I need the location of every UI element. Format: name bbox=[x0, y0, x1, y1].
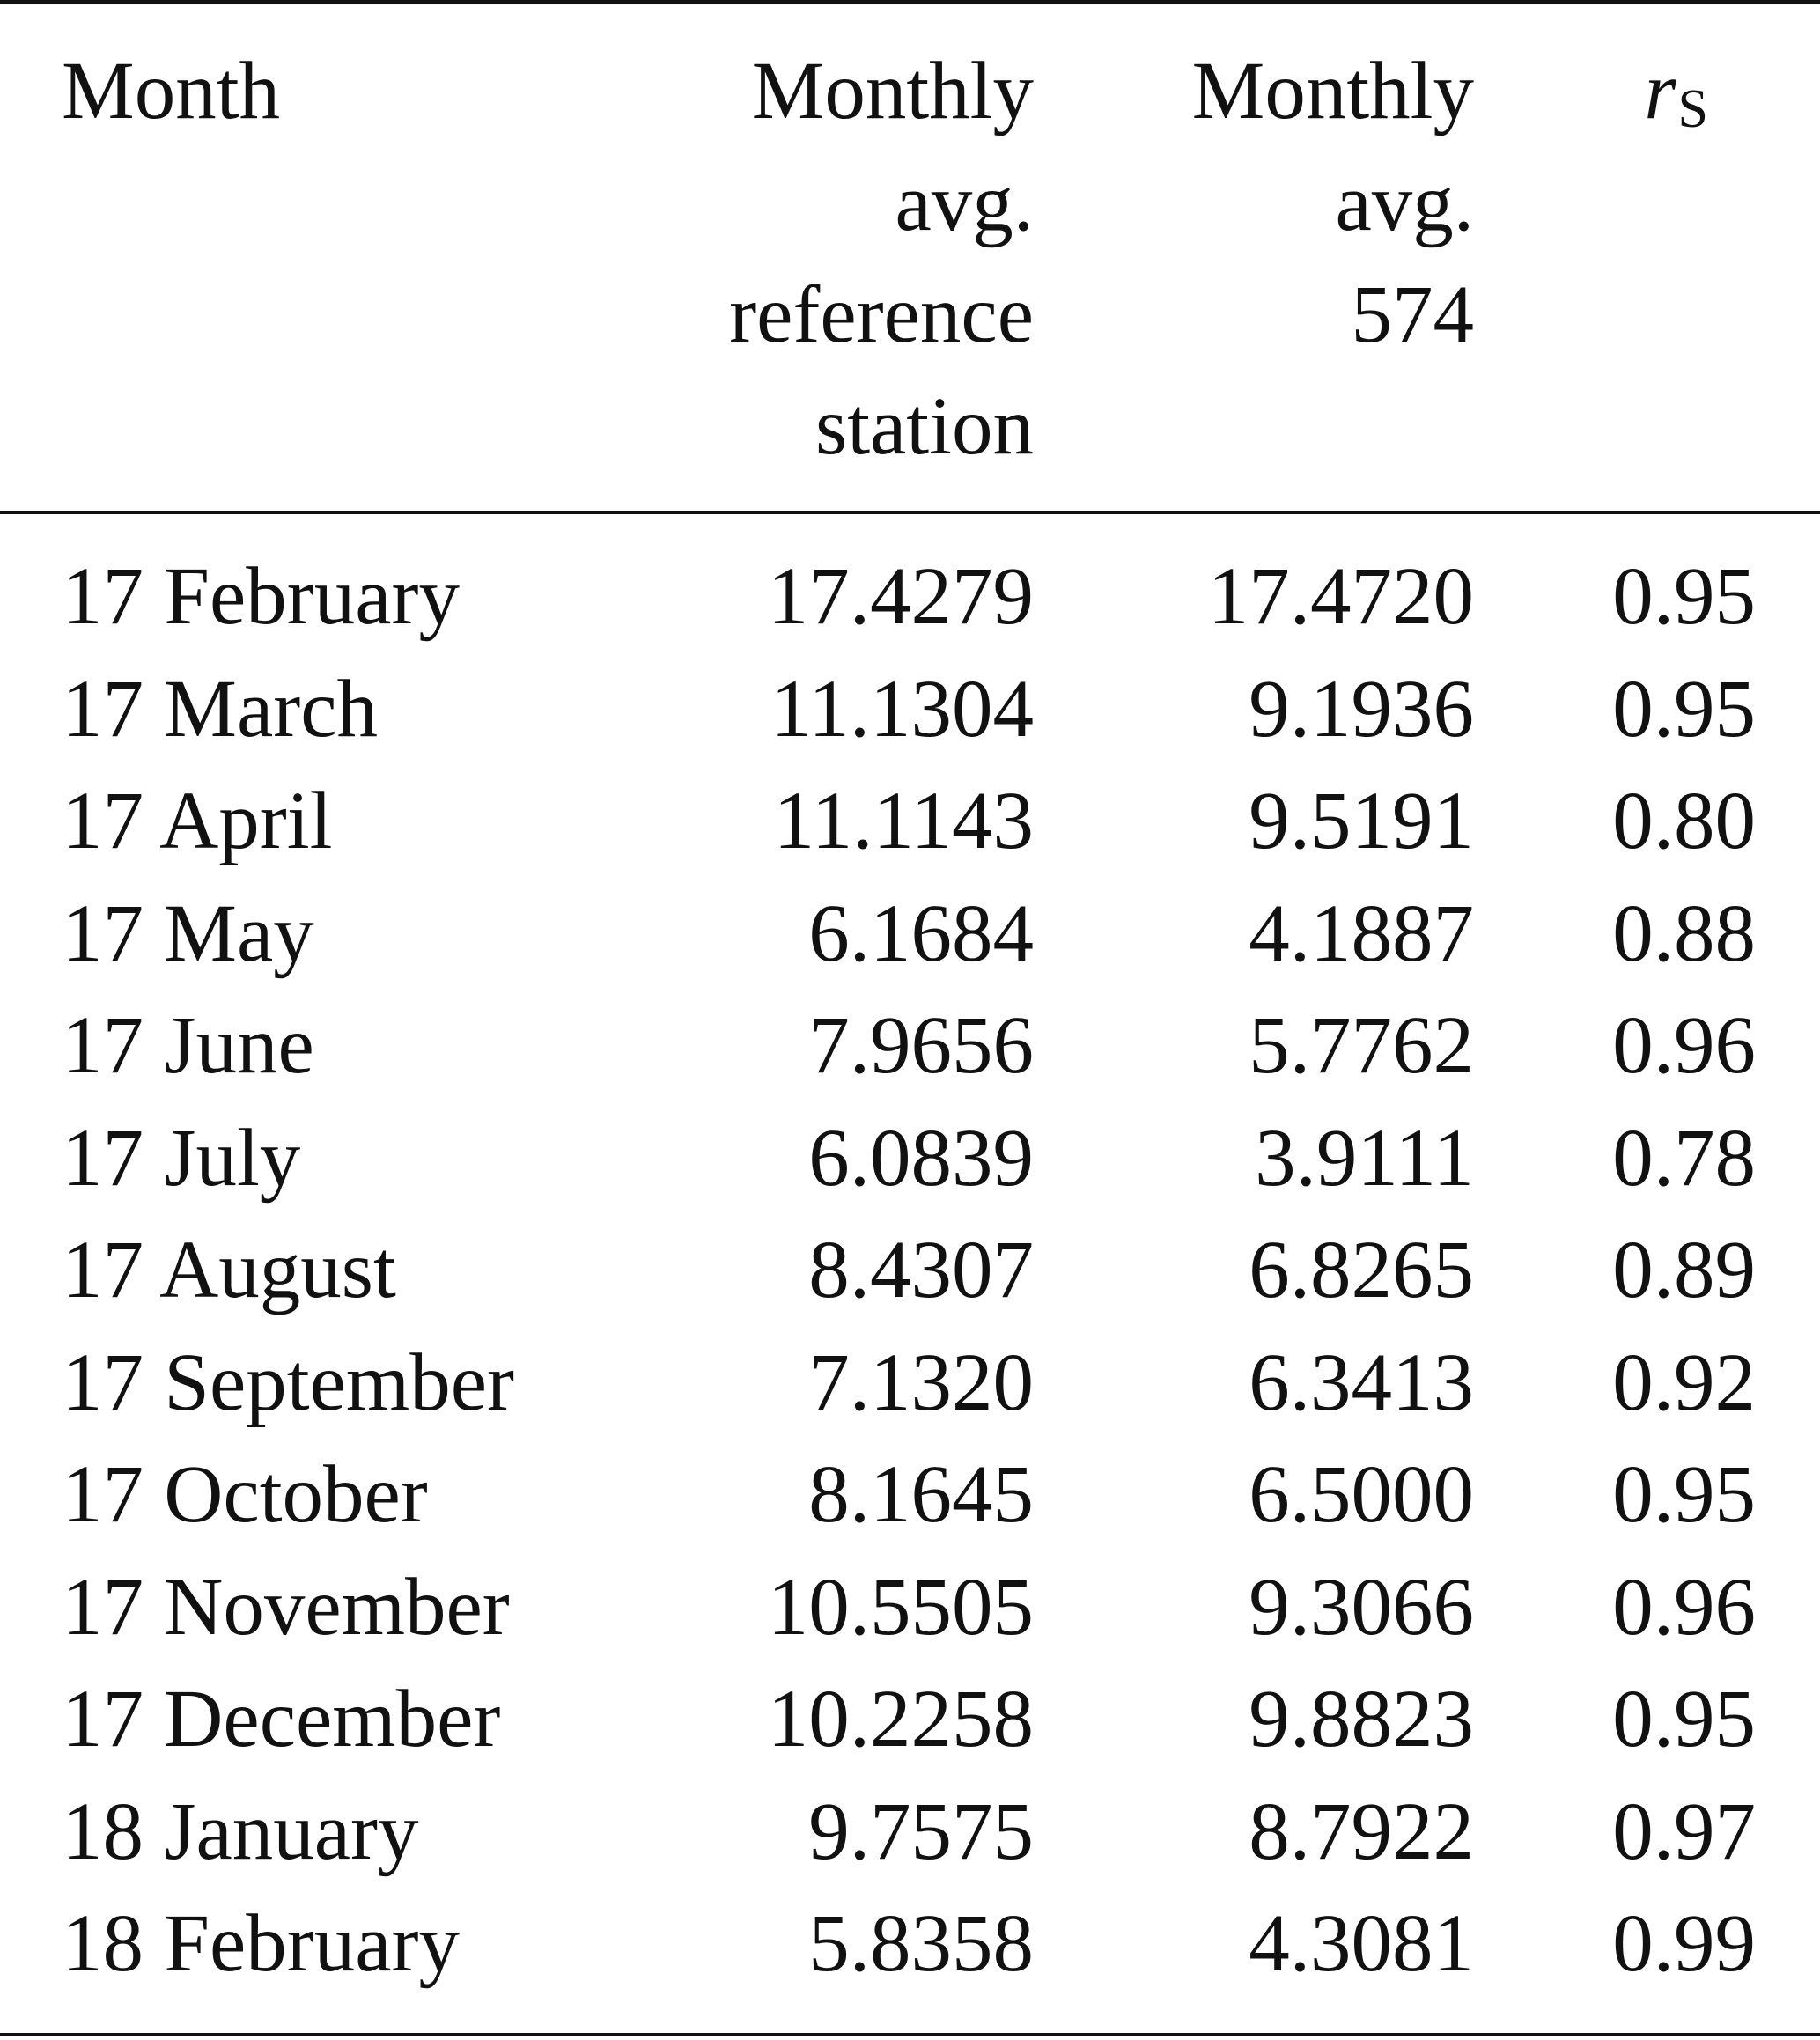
cell-month: 17 April bbox=[62, 776, 333, 866]
cell-rs: 0.92 bbox=[1612, 1337, 1756, 1428]
header-rs-subscript: S bbox=[1677, 79, 1708, 139]
header-574-line: 574 bbox=[1351, 269, 1474, 360]
table-top-rule bbox=[0, 0, 1820, 4]
cell-month: 17 June bbox=[62, 1000, 314, 1091]
cell-month: 18 February bbox=[62, 1898, 460, 1989]
cell-ref: 8.1645 bbox=[808, 1449, 1034, 1540]
header-ref-line: reference bbox=[729, 269, 1034, 360]
cell-rs: 0.96 bbox=[1612, 1561, 1756, 1653]
table-row bbox=[0, 541, 1820, 653]
cell-ref: 17.4279 bbox=[767, 551, 1034, 642]
cell-ref: 10.5505 bbox=[767, 1561, 1034, 1653]
cell-month: 18 January bbox=[62, 1786, 419, 1877]
cell-month: 17 May bbox=[62, 887, 314, 979]
cell-month: 17 October bbox=[62, 1449, 428, 1540]
table-row bbox=[0, 990, 1820, 1102]
cell-574: 9.1936 bbox=[1249, 663, 1474, 755]
cell-month: 17 September bbox=[62, 1337, 514, 1428]
table-row bbox=[0, 1663, 1820, 1776]
cell-ref: 7.1320 bbox=[808, 1337, 1034, 1428]
cell-rs: 0.97 bbox=[1612, 1786, 1756, 1877]
header-574 bbox=[1057, 35, 1474, 371]
table-header bbox=[0, 35, 1820, 493]
cell-rs: 0.99 bbox=[1612, 1898, 1756, 1989]
table-row bbox=[0, 1214, 1820, 1327]
cell-rs: 0.89 bbox=[1612, 1225, 1756, 1315]
cell-574: 4.1887 bbox=[1249, 887, 1474, 979]
cell-ref: 11.1143 bbox=[773, 776, 1034, 866]
cell-574: 4.3081 bbox=[1249, 1898, 1474, 1989]
cell-ref: 7.9656 bbox=[808, 1000, 1034, 1091]
header-ref-line: Monthly bbox=[751, 46, 1034, 136]
cell-month: 17 March bbox=[62, 663, 378, 755]
cell-month: 17 August bbox=[62, 1225, 396, 1315]
header-ref-line: avg. bbox=[895, 158, 1034, 248]
cell-ref: 10.2258 bbox=[767, 1674, 1034, 1764]
table-body bbox=[0, 541, 1820, 2000]
cell-month: 17 November bbox=[62, 1561, 510, 1653]
cell-rs: 0.95 bbox=[1612, 551, 1756, 642]
header-ref-line: station bbox=[815, 381, 1034, 472]
header-rs-symbol: r bbox=[1644, 46, 1676, 136]
table-header-rule bbox=[0, 511, 1820, 514]
cell-rs: 0.95 bbox=[1612, 663, 1756, 755]
cell-ref: 9.7575 bbox=[808, 1786, 1034, 1877]
cell-574: 3.9111 bbox=[1255, 1112, 1474, 1204]
cell-rs: 0.95 bbox=[1612, 1449, 1756, 1540]
table-row bbox=[0, 1102, 1820, 1215]
header-month-label: Month bbox=[62, 46, 281, 136]
cell-574: 6.3413 bbox=[1249, 1337, 1474, 1428]
cell-month: 17 February bbox=[62, 551, 460, 642]
table-row bbox=[0, 1776, 1820, 1889]
cell-rs: 0.88 bbox=[1612, 887, 1756, 979]
cell-574: 5.7762 bbox=[1249, 1000, 1474, 1091]
cell-574: 9.3066 bbox=[1249, 1561, 1474, 1653]
table-row bbox=[0, 878, 1820, 991]
cell-rs: 0.95 bbox=[1612, 1674, 1756, 1764]
cell-ref: 6.1684 bbox=[808, 887, 1034, 979]
cell-month: 17 December bbox=[62, 1674, 501, 1764]
table-row bbox=[0, 653, 1820, 766]
table-row bbox=[0, 1888, 1820, 2000]
cell-ref: 5.8358 bbox=[808, 1898, 1034, 1989]
cell-month: 17 July bbox=[62, 1112, 301, 1204]
cell-574: 8.7922 bbox=[1249, 1786, 1474, 1877]
table-row bbox=[0, 1327, 1820, 1440]
cell-ref: 6.0839 bbox=[808, 1112, 1034, 1204]
header-reference-station bbox=[616, 35, 1034, 482]
header-574-line: Monthly bbox=[1191, 46, 1474, 136]
cell-rs: 0.96 bbox=[1612, 1000, 1756, 1091]
header-rs bbox=[1497, 35, 1708, 166]
cell-574: 6.5000 bbox=[1249, 1449, 1474, 1540]
header-month bbox=[62, 35, 280, 147]
cell-ref: 8.4307 bbox=[808, 1225, 1034, 1315]
table-row bbox=[0, 1439, 1820, 1551]
cell-574: 9.8823 bbox=[1249, 1674, 1474, 1764]
header-574-line: avg. bbox=[1335, 158, 1474, 248]
table-bottom-rule bbox=[0, 2033, 1820, 2036]
cell-574: 9.5191 bbox=[1249, 776, 1474, 866]
cell-574: 17.4720 bbox=[1207, 551, 1474, 642]
cell-ref: 11.1304 bbox=[770, 663, 1034, 755]
cell-rs: 0.80 bbox=[1612, 776, 1756, 866]
cell-rs: 0.78 bbox=[1612, 1112, 1756, 1204]
table-row bbox=[0, 1551, 1820, 1664]
table-row bbox=[0, 765, 1820, 878]
cell-574: 6.8265 bbox=[1249, 1225, 1474, 1315]
